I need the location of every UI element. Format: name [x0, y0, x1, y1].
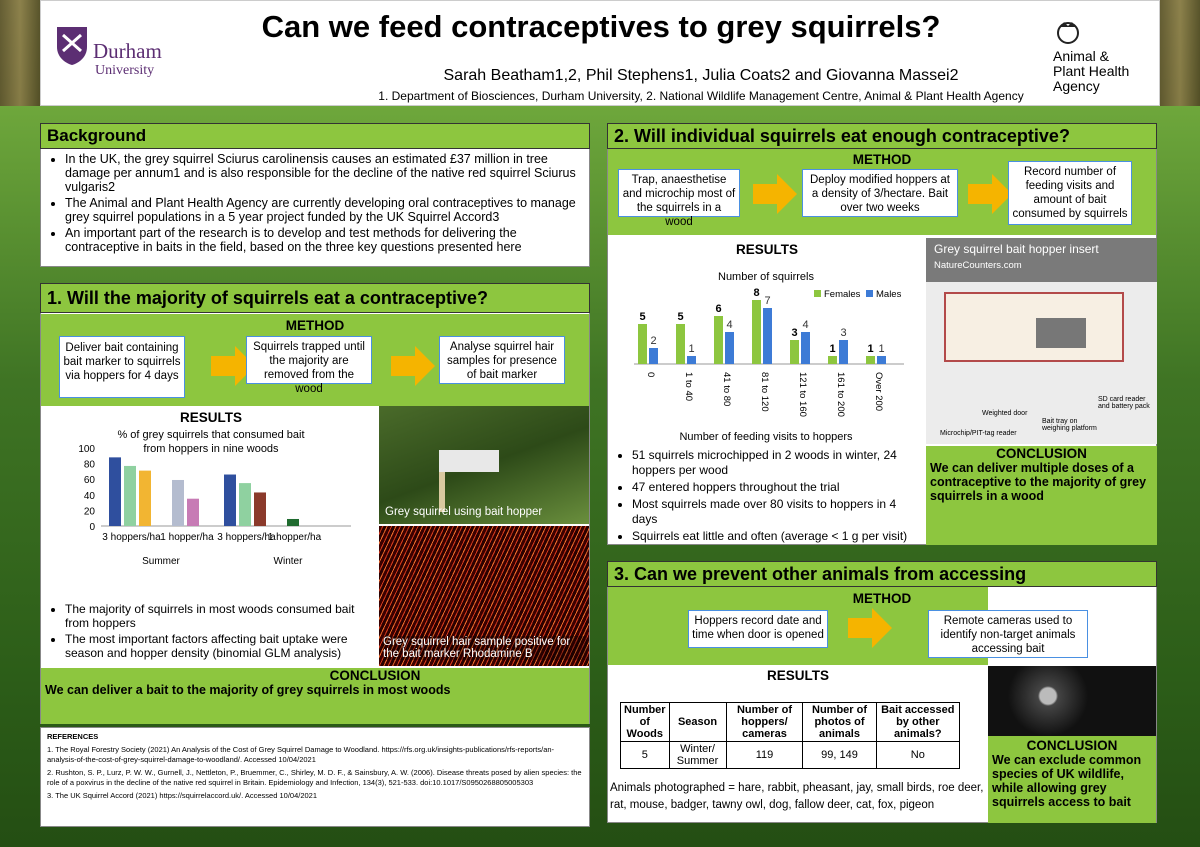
bar — [638, 324, 647, 364]
references-heading: REFERENCES — [47, 732, 99, 741]
background-bullet: • The Animal and Plant Health Agency are currently developing oral contraceptives to manage grey squirrel populations in a 5 year project funded by the UK Squirrel Accord3 — [65, 196, 581, 224]
section2-step1: Trap, anaesthetise and microchip most of the squirrels in a wood — [618, 169, 740, 217]
section1-results-heading: RESULTS — [179, 410, 242, 425]
arrow-right-icon — [968, 174, 1012, 214]
table-cell: Winter/ Summer — [669, 742, 726, 769]
animals-list: Animals photographed = hare, rabbit, pheasant, jay, small birds, roe deer, rat, mouse, badger, tawny owl, dog, fallow deer, cat, fox, pigeon — [610, 782, 984, 811]
durham-crest-icon — [55, 25, 89, 65]
data-label: 5 — [677, 311, 684, 323]
section2-bullet: • 47 entered hoppers throughout the trial — [632, 480, 924, 495]
x-tick-label: 0 — [645, 372, 656, 378]
apha-line1: Animal & — [1053, 48, 1110, 64]
arrow-right-icon — [848, 608, 892, 648]
bar — [763, 308, 772, 364]
photo-source: NatureCounters.com — [934, 260, 1022, 271]
bar — [649, 348, 658, 364]
y-tick-label: 100 — [78, 444, 95, 455]
legend-swatch — [814, 290, 821, 297]
section3-heading: 3. Can we prevent other animals from accessing — [607, 561, 1157, 587]
section3-step1: Hoppers record date and time when door is opened — [688, 610, 828, 648]
bar — [254, 492, 266, 526]
poster-header — [40, 0, 1160, 106]
background-heading: Background — [40, 123, 590, 149]
x-tick-label: 81 to 120 — [759, 372, 770, 412]
bar — [239, 483, 251, 526]
x-tick-label: 1 hopper/ha — [267, 532, 322, 543]
section1-step3: Analyse squirrel hair samples for presence of bait marker — [439, 336, 565, 384]
crown-crest-icon — [1053, 19, 1083, 45]
right-tree-image — [1160, 0, 1200, 106]
reference-item: 1. The Royal Forestry Society (2021) An Analysis of the Cost of Grey Squirrel Damage to Woodland. https://rfs.org.uk/insights-publications/rfs-reports/an-analysis-of-the-cost-of-grey-squirrel-damage-to-woodland/. Accessed 10/04/2021 — [47, 745, 555, 764]
chart-title: from hoppers in nine woods — [143, 443, 279, 455]
table-cell: 119 — [726, 742, 803, 769]
section1-panel — [40, 283, 590, 724]
arrow-right-icon — [753, 174, 797, 214]
section2-results-heading: RESULTS — [735, 242, 798, 257]
section2-bullet: • 51 squirrels microchipped in 2 woods in winter, 24 hoppers per wood — [632, 448, 924, 478]
section1-conclusion — [41, 668, 589, 724]
section1-bullet: • The majority of squirrels in most woods consumed bait from hoppers — [65, 602, 377, 630]
table-cell: 5 — [621, 742, 670, 769]
section2-panel — [607, 123, 1157, 545]
background-panel — [40, 123, 590, 267]
hopper-insert-photo — [926, 238, 1157, 444]
durham-name: Durham — [93, 39, 162, 63]
reference-item: 2. Rushton, S. P., Lurz, P. W. W., Gurnell, J., Nettleton, P., Bruemmer, C., Shirley, M. D. F., & Sainsbury, A. W. (2006). Disease threats posed by alien species: the role of a poxvirus in the decline of the native red squirrel in Britain. Epidemiology and Infection, 134(3), 521-533. doi:10.1017/S0950268805005303 — [47, 768, 582, 787]
section2-bullet: • Most squirrels made over 80 visits to hoppers in 4 days — [632, 497, 924, 527]
section3-method-heading: METHOD — [852, 591, 912, 606]
data-label: 7 — [764, 295, 771, 307]
photo-title: Grey squirrel bait hopper insert — [934, 242, 1099, 256]
conclusion-text: We can deliver multiple doses of a contraceptive to the majority of grey squirrels in a wood — [930, 461, 1147, 503]
background-bullet: • In the UK, the grey squirrel Sciurus carolinensis causes an estimated £37 million in tree damage per annum1 and is also responsible for the decline of the native red squirrel Sciurus vulgaris2 — [65, 152, 581, 194]
bar — [687, 356, 696, 364]
bar — [801, 332, 810, 364]
bar — [877, 356, 886, 364]
data-label: 1 — [829, 343, 836, 355]
conclusion-heading: CONCLUSION — [329, 668, 421, 683]
x-tick-label: 161 to 200 — [835, 372, 846, 417]
x-tick-label: 121 to 160 — [797, 372, 808, 417]
data-label: 2 — [650, 335, 657, 347]
bar — [725, 332, 734, 364]
photo-label: Bait tray on weighing platform — [1042, 418, 1097, 432]
bar — [124, 466, 136, 526]
season-label: Winter — [273, 556, 303, 567]
section2-step2: Deploy modified hoppers at a density of 3/hectare. Bait over two weeks — [802, 169, 958, 217]
poster-title: Can we feed contraceptives to grey squirrels? — [261, 9, 941, 44]
x-tick-label: 3 hoppers/ha — [102, 532, 161, 543]
photo-label: Weighted door — [982, 410, 1028, 417]
bar — [839, 340, 848, 364]
feeding-visits-chart — [616, 264, 926, 444]
data-label: 4 — [802, 319, 809, 331]
data-label: 4 — [726, 319, 733, 331]
table-header-cell: Number of hoppers/ cameras — [726, 703, 803, 742]
background-bullet: • An important part of the research is to develop and test methods for delivering the contraceptive in baits in the field, based on the three key questions presented here — [65, 226, 581, 254]
data-label: 1 — [688, 343, 695, 355]
y-tick-label: 40 — [83, 490, 95, 502]
data-label: 3 — [840, 327, 847, 339]
bar — [866, 356, 875, 364]
owl-camera-photo — [988, 666, 1156, 736]
section2-method-heading: METHOD — [852, 152, 912, 167]
bar — [224, 475, 236, 526]
bar — [187, 499, 199, 526]
data-label: 1 — [867, 343, 874, 355]
table-header-cell: Number of photos of animals — [803, 703, 876, 742]
arrow-right-icon — [391, 346, 435, 386]
data-label: 3 — [791, 327, 798, 339]
section1-bullet: • The most important factors affecting bait uptake were season and hopper density (binomial GLM analysis) — [65, 632, 377, 660]
section2-conclusion — [926, 446, 1157, 545]
conclusion-text: We can exclude common species of UK wildlife, while allowing grey squirrels access to bait — [992, 753, 1142, 809]
section1-step1: Deliver bait containing bait marker to squirrels via hoppers for 4 days — [59, 336, 185, 398]
bar — [109, 457, 121, 526]
season-label: Summer — [142, 556, 180, 567]
data-label: 8 — [753, 287, 760, 299]
section1-heading: 1. Will the majority of squirrels eat a contraceptive? — [40, 283, 590, 313]
photo-caption: Grey squirrel hair sample positive for the bait marker Rhodamine B — [383, 636, 587, 660]
y-tick-label: 60 — [83, 475, 95, 487]
apha-line2: Plant Health — [1053, 63, 1130, 79]
bar — [752, 300, 761, 364]
conclusion-heading: CONCLUSION — [1026, 738, 1118, 753]
section2-heading: 2. Will individual squirrels eat enough contraceptive? — [607, 123, 1157, 149]
photo-label: SD card reader and battery pack — [1098, 396, 1150, 410]
table-cell: No — [876, 742, 959, 769]
durham-univ: University — [95, 63, 155, 78]
section2-bullet: • Squirrels eat little and often (average < 1 g per visit) — [632, 529, 924, 544]
bar — [790, 340, 799, 364]
bar — [714, 316, 723, 364]
hair-sample-photo — [379, 526, 589, 666]
data-label: 5 — [639, 311, 646, 323]
y-tick-label: 80 — [83, 459, 95, 471]
x-tick-label: 1 to 40 — [683, 372, 694, 402]
durham-logo — [53, 15, 193, 85]
results-table — [620, 702, 960, 769]
section3-step2: Remote cameras used to identify non-target animals accessing bait — [928, 610, 1088, 658]
photo-caption: Grey squirrel using bait hopper — [385, 506, 543, 518]
apha-line3: Agency — [1053, 78, 1100, 94]
table-header-cell: Bait accessed by other animals? — [876, 703, 959, 742]
section3-panel — [607, 561, 1157, 823]
y-tick-label: 20 — [83, 506, 95, 518]
conclusion-text: We can deliver a bait to the majority of grey squirrels in most woods — [45, 683, 451, 697]
x-tick-label: 1 hopper/ha — [160, 532, 214, 543]
legend-label: Females — [824, 289, 861, 300]
photo-label: Microchip/PIT-tag reader — [940, 430, 1017, 437]
chart-title: Number of squirrels — [718, 271, 814, 283]
section1-method-heading: METHOD — [285, 318, 345, 333]
bar — [172, 480, 184, 526]
table-header-cell: Number of Woods — [621, 703, 670, 742]
authors: Sarah Beatham1,2, Phil Stephens1, Julia Coats2 and Giovanna Massei2 — [443, 67, 959, 84]
chart-title: % of grey squirrels that consumed bait — [117, 429, 305, 441]
data-label: 6 — [715, 303, 722, 315]
legend-label: Males — [876, 289, 902, 300]
table-header-cell: Season — [669, 703, 726, 742]
x-tick-label: Over 200 — [873, 372, 884, 412]
left-tree-image — [0, 0, 40, 106]
section3-conclusion — [988, 736, 1156, 823]
bar — [676, 324, 685, 364]
table-cell: 99, 149 — [803, 742, 876, 769]
bar — [139, 471, 151, 526]
section1-step2: Squirrels trapped until the majority are removed from the wood — [246, 336, 372, 384]
y-tick-label: 0 — [89, 522, 95, 533]
x-tick-label: 41 to 80 — [721, 372, 732, 407]
references-panel — [40, 727, 590, 827]
section2-step3: Record number of feeding visits and amount of bait consumed by squirrels — [1008, 161, 1132, 225]
reference-item: 3. The UK Squirrel Accord (2021) https://squirrelaccord.uk/. Accessed 10/04/2021 — [47, 791, 318, 800]
x-axis-label: Number of feeding visits to hoppers — [679, 431, 853, 443]
uptake-bar-chart — [61, 426, 361, 586]
legend-swatch — [866, 290, 873, 297]
section3-results-heading: RESULTS — [766, 668, 829, 683]
data-label: 1 — [878, 343, 885, 355]
conclusion-heading: CONCLUSION — [996, 446, 1087, 461]
bait-hopper-photo — [379, 406, 589, 524]
affiliations: 1. Department of Biosciences, Durham University, 2. National Wildlife Management Centre, Animal & Plant Health Agency — [378, 89, 1024, 103]
bar — [287, 519, 299, 526]
table-row — [621, 742, 960, 769]
x-tick-label: 3 hoppers/ha — [217, 532, 276, 543]
bar — [828, 356, 837, 364]
